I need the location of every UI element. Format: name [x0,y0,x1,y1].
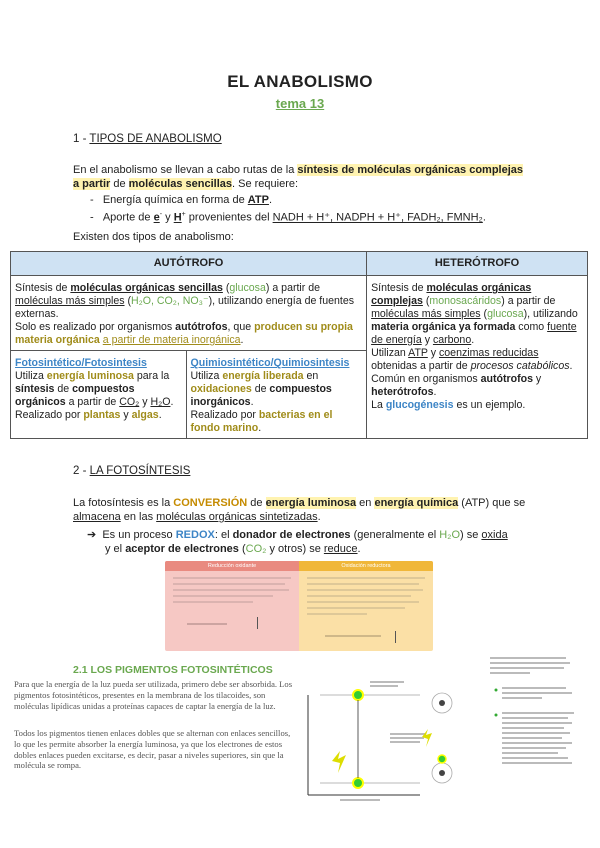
requirement-2: - Aporte de e- y H+ provenientes del NADH + H⁺, NADPH + H⁺, FADH₂, FMNH₂. [90,211,486,224]
types-intro: Existen dos tipos de anabolismo: [73,231,234,243]
excited-electron-icon [353,690,363,700]
arrow-icon: ➔ [87,529,97,541]
autotrofo-description: Síntesis de moléculas orgánicas sencillas (glucosa) a partir de moléculas más simples (H₂O, CO₂, NO₃⁻), utilizando energía de fuentes externas. Solo es realizado por organismos autótrofos, que producen su propia materia orgánica a partir de materia inorgánica. [11,276,367,351]
redox-figure [165,561,433,651]
page-title: EL ANABOLISMO [227,72,373,91]
section-1-heading: 1 - TIPOS DE ANABOLISMO [73,133,222,145]
redox-paragraph: ➔ Es un proceso REDOX: el donador de electrones (generalmente el H₂O) se oxida y el aceptor de electrones (CO₂ y otros) se reduce. [87,529,508,555]
page-subtitle: tema 13 [275,96,325,111]
fotosintesis-paragraph: La fotosíntesis es la CONVERSIÓN de energía luminosa en energía química (ATP) que se almacena en las moléculas orgánicas sintetizadas. [73,497,526,523]
light-bolt-icon [332,751,346,773]
header-autotrofo: AUTÓTROFO [11,252,367,276]
heterotrofo-description: Síntesis de moléculas orgánicas complejas (monosacáridos) a partir de moléculas más simples (glucosa), utilizando materia orgánica ya formada como fuente de energía y carbono. Utilizan ATP y coenzimas reducidas obtenidas a partir de procesos catabólicos. Común en organismos autótrofos y heterótrofos. La glucogénesis es un ejemplo. [367,276,588,439]
section-2-heading: 2 - LA FOTOSÍNTESIS [73,465,191,477]
pigments-paragraph-2: Todos los pigmentos tienen enlaces dobles que se alternan con enlaces sencillos, lo que les permite absorber la energía luminosa, ya que los electrones de estos dobles enlaces pueden excitarse, es decir, pasar a niveles superiores, sin que la molécula se rompa. [14,728,291,771]
redox-figure-right-label: Oxidación reductora [299,561,433,571]
requirement-1: - Energía química en forma de ATP. [90,194,273,206]
redox-figure-left-label: Reducción oxidante [165,561,299,571]
redox-figure-left [165,561,299,651]
section-2-1-heading: 2.1 LOS PIGMENTOS FOTOSINTÉTICOS [73,664,273,676]
redox-figure-right [299,561,433,651]
ground-electron-icon [353,778,363,788]
pigments-paragraph-1: Para que la energía de la luz pueda ser utilizada, primero debe ser absorbida. Los pigmentos fotosintéticos, presentes en la membrana de los tilacoides, son moléculas lipídicas unidas a proteínas capaces de captar la energía de la luz. [14,679,293,711]
intro-paragraph: En el anabolismo se llevan a cabo rutas de la síntesis de moléculas orgánicas complejas a partir de moléculas sencillas. Se requiere: [73,164,524,190]
pigment-excitation-diagram [300,655,600,805]
anabolism-table [10,251,588,439]
header-heterotrofo: HETERÓTROFO [367,252,588,276]
quimiosintetico-cell: Quimiosintético/Quimiosintesis Utiliza energía liberada en oxidaciones de compuestos inorgánicos. Realizado por bacterias en el fondo marino. [186,351,367,439]
fotosintetico-cell: Fotosintético/Fotosintesis Utiliza energía luminosa para la síntesis de compuestos orgánicos a partir de CO₂ y H₂O. Realizado por plantas y algas. [11,351,187,439]
